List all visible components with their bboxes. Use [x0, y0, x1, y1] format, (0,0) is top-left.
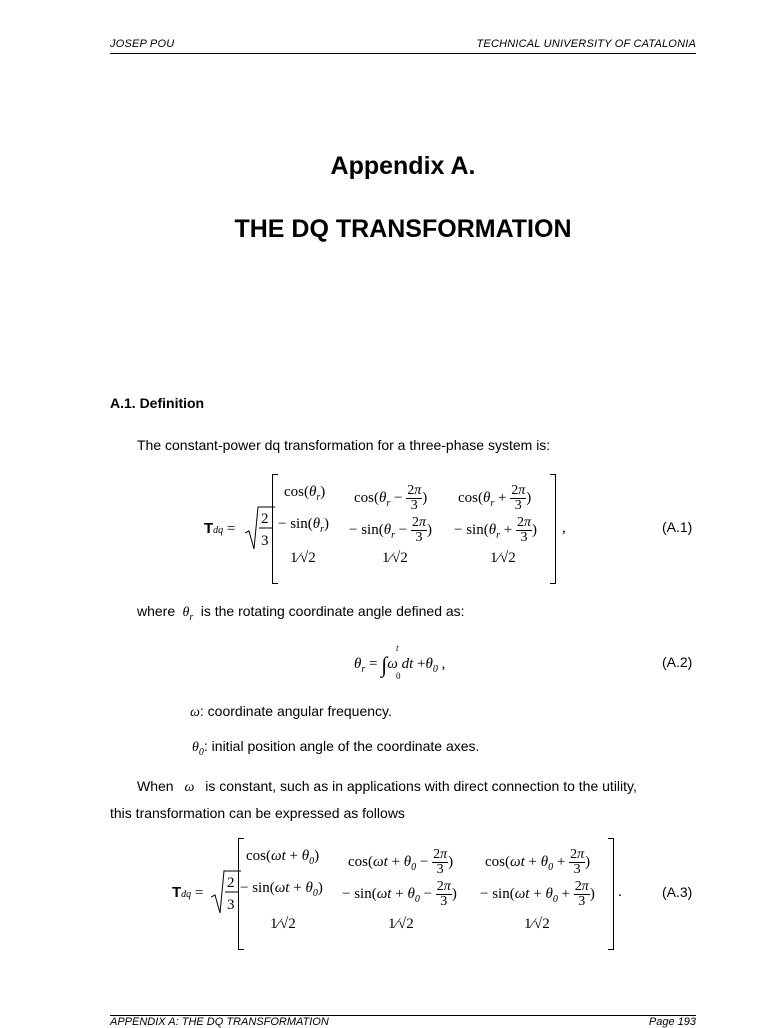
where-suffix: is the rotating coordinate angle defined as:	[200, 603, 465, 619]
tdq-symbol-a3: Tdq =	[172, 884, 204, 901]
a1-cell-2-2: − $\sin(\theta_r$ − $\frac{2\pi}{3}$ )	[349, 515, 432, 545]
a1-cell-3-3: 1⁄√2	[490, 550, 516, 566]
a1-cell-2-1: − $\sin(\theta_r)$	[278, 516, 329, 535]
definition-omega: ω: coordinate angular frequency.	[190, 703, 392, 720]
svg-text:2: 2	[261, 511, 269, 527]
a3-cell-1-3: $\cos(\omega t + \theta_0$ + $\frac{2\pi}{3}$ )	[485, 847, 591, 877]
a3-cell-3-3: 1⁄√2	[524, 916, 550, 932]
definition-theta0: $\theta_0$: initial position angle of the coordinate axes.	[192, 738, 480, 758]
svg-text:3: 3	[261, 533, 269, 549]
tdq-symbol: Tdq =	[204, 520, 236, 537]
a3-cell-1-2: $\cos(\omega t + \theta_0$ − $\frac{2\pi}{3}$ )	[348, 847, 454, 877]
a1-comma: ,	[562, 520, 566, 536]
a2-upper-limit: t	[396, 643, 399, 653]
equation-number-a3: (A.3)	[662, 884, 693, 900]
where-prefix: where	[137, 603, 176, 619]
a1-cell-3-1: 1⁄√2	[290, 550, 316, 566]
matrix-a3	[238, 838, 614, 948]
paragraph-where	[137, 603, 465, 623]
appendix-title: Appendix A.	[330, 152, 476, 180]
omega-symbol: ω	[190, 705, 200, 720]
a3-cell-2-1: − $\sin(\omega t + \theta_0)$	[240, 880, 323, 899]
sqrt-two-thirds	[245, 505, 271, 549]
svg-text:2: 2	[227, 875, 235, 891]
sqrt-two-thirds-a3	[211, 869, 237, 913]
equation-number-a1: (A.1)	[662, 519, 693, 535]
a3-cell-3-1: 1⁄√2	[270, 916, 296, 932]
a3-cell-2-3: − $\sin(\omega t + \theta_0$ + $\frac{2\pi}{3}$ )	[480, 879, 595, 909]
matrix-bracket-right	[550, 474, 556, 584]
a3-cell-3-2: 1⁄√2	[388, 916, 414, 932]
svg-text:3: 3	[227, 897, 235, 913]
a2-lower-limit: 0	[396, 671, 401, 681]
footer-chapter: APPENDIX A: THE DQ TRANSFORMATION	[110, 1016, 329, 1028]
a1-cell-1-3: $\cos(\theta_r$ + $\frac{2\pi}{3}$ )	[458, 483, 532, 513]
a1-cell-2-3: − $\sin(\theta_r$ + $\frac{2\pi}{3}$ )	[454, 515, 537, 545]
theta-r-symbol: $\theta_r$	[179, 605, 194, 623]
section-heading: A.1. Definition	[110, 395, 205, 411]
footer-page-number: Page 193	[648, 1016, 696, 1028]
a1-cell-1-1: $\cos(\theta_r)$	[284, 484, 326, 503]
header-rule	[110, 53, 696, 54]
omega-inline: ω	[177, 780, 202, 795]
paragraph-when-line2: this transformation can be expressed as follows	[110, 805, 405, 821]
header-author: JOSEP POU	[110, 38, 175, 50]
a3-period: .	[618, 884, 622, 900]
chapter-title: THE DQ TRANSFORMATION	[234, 215, 572, 243]
paragraph-when-line1: When ω is constant, such as in applications with direct connection to the utility,	[137, 778, 637, 795]
equation-number-a2: (A.2)	[662, 654, 693, 670]
a1-cell-3-2: 1⁄√2	[382, 550, 408, 566]
a2-expression: $\theta_r = \int\omega$ dt $+\theta_0$ ,	[354, 652, 446, 677]
paragraph-intro: The constant-power dq transformation for a three-phase system is:	[137, 437, 551, 453]
matrix-a1	[272, 474, 556, 582]
a3-cell-1-1: $\cos(\omega t + \theta_0)$	[246, 848, 320, 867]
header-institution: TECHNICAL UNIVERSITY OF CATALONIA	[476, 38, 696, 50]
matrix-a3-bracket-right	[608, 838, 614, 950]
a3-cell-2-2: − $\sin(\omega t + \theta_0$ − $\frac{2\pi}{3}$ )	[342, 879, 457, 909]
a1-cell-1-2: $\cos(\theta_r$ − $\frac{2\pi}{3}$ )	[354, 483, 428, 513]
theta0-symbol: $\theta_0$	[192, 740, 204, 758]
